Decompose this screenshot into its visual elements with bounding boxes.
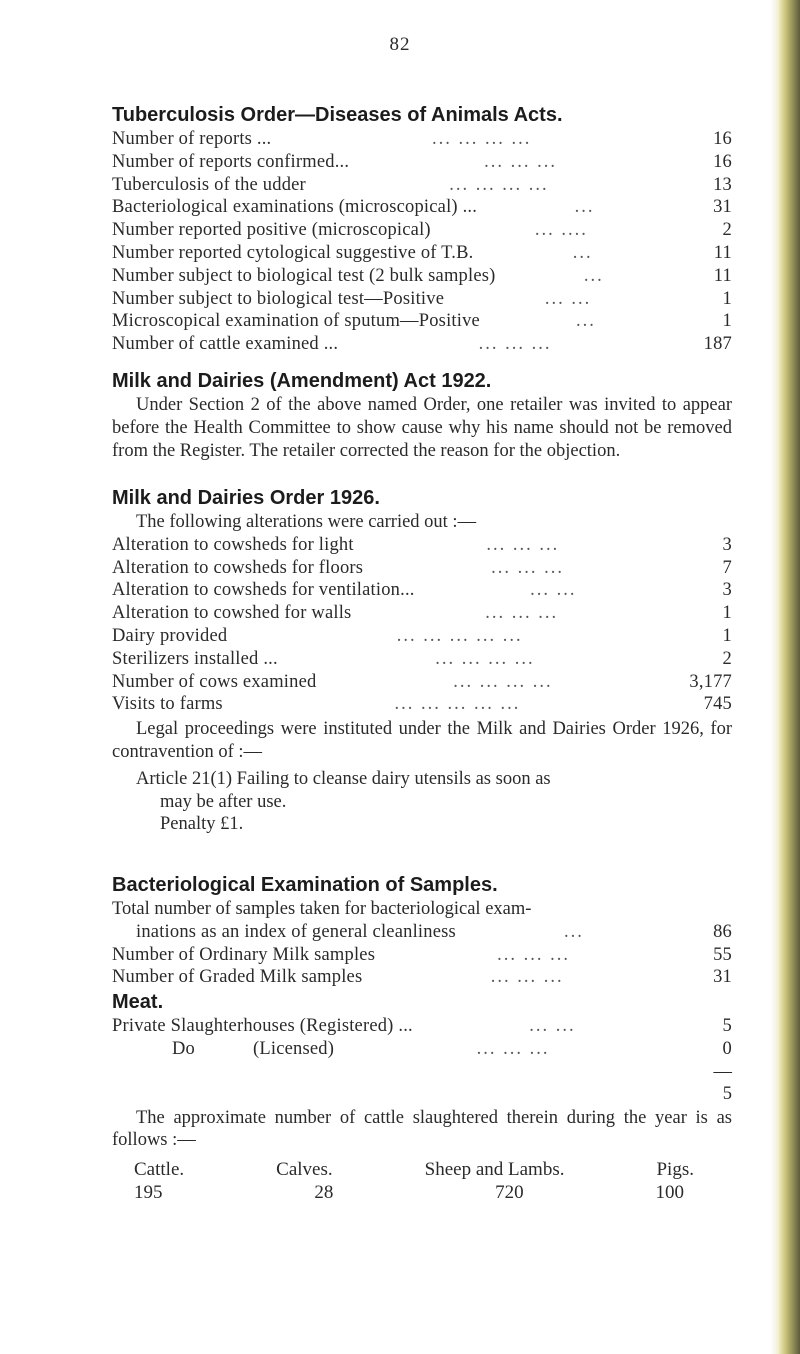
tuberculosis-section xyxy=(112,102,732,356)
row-label: Visits to farms xyxy=(112,694,223,715)
row-value: 11 xyxy=(713,242,732,263)
row-label: Number of Ordinary Milk samples xyxy=(112,944,376,965)
row-value: 1 xyxy=(722,603,732,624)
meat-section xyxy=(112,989,732,1204)
meat-row-registered xyxy=(112,1015,732,1038)
row-value: 3 xyxy=(722,534,732,555)
leader-dots: ... ... xyxy=(529,1016,576,1036)
row-value: 16 xyxy=(713,129,732,149)
bacteriological-table xyxy=(112,921,732,989)
leader-dots: ... xyxy=(574,197,595,218)
row-label: Tuberculosis of the udder xyxy=(112,174,306,195)
total-rule: — xyxy=(713,1061,732,1082)
amendment-act-heading: Milk and Dairies (Amendment) Act 1922. xyxy=(112,370,492,392)
slaughter-values xyxy=(112,1181,694,1204)
leader-dots: ... ... ... xyxy=(476,1038,550,1059)
value-pigs: 100 xyxy=(655,1182,684,1204)
meat-row-licensed xyxy=(112,1038,732,1061)
leader-dots: ... ... xyxy=(544,288,592,309)
row-label: Alteration to cowsheds for ventilation... xyxy=(112,580,415,601)
dairies-order-section xyxy=(112,485,732,836)
table-row xyxy=(112,219,732,242)
legal-proceedings-paragraph: Legal proceedings were instituted under the Milk and Dairies Order 1926, for contravention of :— xyxy=(112,719,732,762)
table-row xyxy=(112,602,732,625)
table-row xyxy=(112,921,732,944)
leader-dots: ... ... ... ... xyxy=(435,648,535,669)
slaughter-headers xyxy=(112,1158,694,1181)
leader-dots: ... ... ... xyxy=(485,603,559,624)
meat-row-value: 5 xyxy=(722,1016,732,1036)
page-edge xyxy=(778,0,800,1354)
row-value: 31 xyxy=(713,967,732,988)
dairies-order-table xyxy=(112,534,732,716)
row-value: 3 xyxy=(722,580,732,601)
table-row xyxy=(112,288,732,311)
row-label: Number of reports ... xyxy=(112,129,272,149)
leader-dots: ... ... ... xyxy=(497,944,570,965)
row-label: Number subject to biological test (2 bulk samples) xyxy=(112,265,496,286)
row-value: 16 xyxy=(713,151,732,172)
table-row xyxy=(112,671,732,694)
col-header-pigs: Pigs. xyxy=(656,1159,694,1181)
table-row xyxy=(112,196,732,219)
row-value: 745 xyxy=(703,694,732,715)
article-entry xyxy=(112,768,732,836)
bacteriological-section xyxy=(112,872,732,989)
table-row xyxy=(112,333,732,356)
row-value: 7 xyxy=(722,557,732,578)
meat-row-label: Private Slaughterhouses (Registered) ... xyxy=(112,1016,413,1036)
article-line-2: may be after use. xyxy=(160,791,287,812)
table-row xyxy=(112,128,732,151)
row-value: 3,177 xyxy=(689,671,732,692)
meat-row-value: 0 xyxy=(722,1038,732,1059)
table-row xyxy=(112,534,732,557)
leader-dots: ... ... ... ... ... xyxy=(394,694,521,715)
leader-dots: ... xyxy=(583,265,604,286)
row-label: Number of cows examined xyxy=(112,671,317,692)
table-row xyxy=(112,151,732,174)
leader-dots: ... ... ... ... xyxy=(449,174,549,195)
approx-paragraph: The approximate number of cattle slaughtered therein during the year is as follows :— xyxy=(112,1107,732,1151)
leader-dots: ... ... ... ... xyxy=(453,671,553,692)
total-value: 5 xyxy=(722,1083,732,1104)
row-label: inations as an index of general cleanliness xyxy=(136,921,456,942)
row-value: 2 xyxy=(722,220,732,241)
meat-row-label xyxy=(112,1038,334,1061)
row-label: Number of Graded Milk samples xyxy=(112,967,363,988)
bacteriological-intro: Total number of samples taken for bacteriological exam- xyxy=(112,899,532,919)
leader-dots: ... ... ... xyxy=(486,534,560,555)
table-row xyxy=(112,648,732,671)
leader-dots: ... ... xyxy=(530,580,577,601)
row-label: Alteration to cowshed for walls xyxy=(112,603,352,624)
tuberculosis-table xyxy=(112,128,732,356)
row-label: Dairy provided xyxy=(112,625,228,646)
leader-dots: ... ... ... ... ... xyxy=(396,625,523,646)
dairies-order-heading: Milk and Dairies Order 1926. xyxy=(112,487,380,509)
amendment-act-section xyxy=(112,368,732,462)
row-value: 187 xyxy=(703,334,732,355)
article-line-1: Article 21(1) Failing to cleanse dairy utensils as soon as xyxy=(136,768,551,789)
ditto-label: Do xyxy=(172,1038,196,1059)
value-sheep: 720 xyxy=(495,1182,524,1204)
row-value: 1 xyxy=(722,625,732,646)
col-header-cattle: Cattle. xyxy=(134,1159,185,1181)
row-label: Number subject to biological test—Positive xyxy=(112,288,445,309)
row-value: 86 xyxy=(713,921,732,942)
leader-dots: ... ... ... xyxy=(478,334,552,355)
table-row xyxy=(112,966,732,989)
table-row xyxy=(112,310,732,333)
table-row xyxy=(112,174,732,197)
leader-dots: ... ... ... xyxy=(491,557,565,578)
leader-dots: ... ... ... xyxy=(490,967,564,988)
table-row xyxy=(112,944,732,967)
row-label: Number of cattle examined ... xyxy=(112,334,339,355)
leader-dots: ... xyxy=(564,921,584,942)
row-value: 31 xyxy=(713,197,732,218)
value-calves: 28 xyxy=(314,1182,334,1204)
row-label: Microscopical examination of sputum—Positive xyxy=(112,311,480,332)
leader-dots: ... ... ... xyxy=(484,151,558,172)
row-label: Bacteriological examinations (microscopical) ... xyxy=(112,197,478,218)
table-row xyxy=(112,625,732,648)
amendment-act-paragraph: Under Section 2 of the above named Order, one retailer was invited to appear before the Health Committee to show cause why his name should not be removed from the Register. The retailer corrected the reason for the objection. xyxy=(112,395,732,461)
row-label: Number reported cytological suggestive of T.B. xyxy=(112,242,474,263)
row-label: Alteration to cowsheds for light xyxy=(112,534,354,555)
page-edge-shadow xyxy=(770,0,778,1354)
meat-heading: Meat. xyxy=(112,991,164,1013)
row-value: 55 xyxy=(713,944,732,965)
row-value: 1 xyxy=(722,311,732,332)
dairies-order-intro: The following alterations were carried out :— xyxy=(136,512,477,532)
col-header-sheep: Sheep and Lambs. xyxy=(424,1159,565,1181)
value-cattle: 195 xyxy=(134,1182,163,1204)
row-value: 13 xyxy=(713,174,732,195)
row-label: Number reported positive (microscopical) xyxy=(112,220,431,241)
table-row xyxy=(112,265,732,288)
table-row xyxy=(112,693,732,716)
leader-dots: ... .... xyxy=(534,220,588,241)
row-value: 11 xyxy=(713,265,732,286)
row-value: 1 xyxy=(722,288,732,309)
row-label: Number of reports confirmed... xyxy=(112,151,350,172)
row-label: Sterilizers installed ... xyxy=(112,648,278,669)
bacteriological-heading: Bacteriological Examination of Samples. xyxy=(112,874,498,896)
row-label: Alteration to cowsheds for floors xyxy=(112,557,364,578)
licensed-label: (Licensed) xyxy=(253,1038,335,1059)
leader-dots: ... xyxy=(576,311,596,332)
tuberculosis-heading: Tuberculosis Order—Diseases of Animals Acts. xyxy=(112,104,563,126)
table-row xyxy=(112,579,732,602)
leader-dots: ... xyxy=(572,242,593,263)
row-value: 2 xyxy=(722,648,732,669)
col-header-calves: Calves. xyxy=(276,1159,333,1181)
table-row xyxy=(112,557,732,580)
table-row xyxy=(112,242,732,265)
penalty-text: Penalty £1. xyxy=(160,814,244,835)
page-number: 82 xyxy=(389,34,411,55)
leader-dots: ... ... ... ... xyxy=(431,129,532,149)
